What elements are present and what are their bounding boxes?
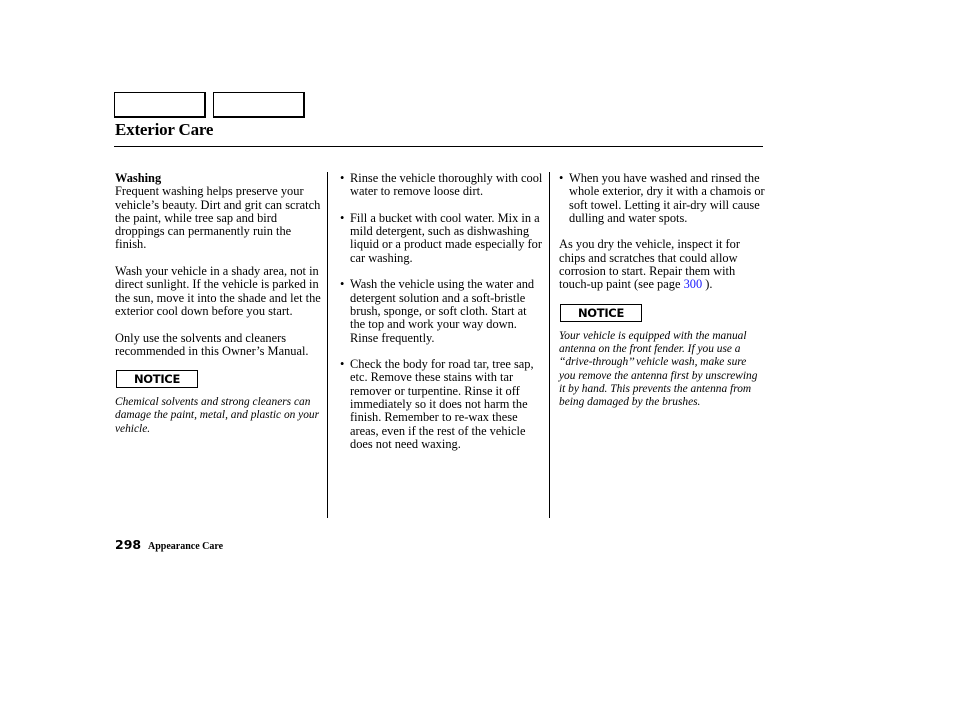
list-item	[340, 212, 544, 265]
paragraph-text: ).	[702, 277, 713, 292]
list-item-text: When you have washed and rinsed the whole exterior, dry it with a chamois or soft towel. Letting it air-dry will cause dulling and water spots.	[569, 171, 765, 225]
list-item	[559, 172, 765, 225]
notice-badge: NOTICE	[560, 304, 642, 322]
title-divider	[114, 146, 763, 147]
bullet-icon: •	[340, 171, 345, 185]
list-item-text: Check the body for road tar, tree sap, etc. Remove these stains with tar remover or turpentine. Rinse it off immediately so it does not harm the finish. Remember to re-wax these areas, even if the rest of the vehicle does not need waxing.	[350, 357, 534, 451]
paragraph: Frequent washing helps preserve your vehicle’s beauty. Dirt and grit can scratch the paint, while tree sap and bird droppings can permanently ruin the finish.	[115, 184, 321, 252]
column-3	[559, 172, 765, 409]
column-2	[340, 172, 544, 465]
column-divider-1	[327, 172, 328, 518]
column-divider-2	[549, 172, 550, 518]
paragraph: Only use the solvents and cleaners recommended in this Owner’s Manual.	[115, 330, 309, 358]
section-heading-washing: Washing	[115, 171, 162, 185]
list-item	[340, 358, 544, 451]
section-name: Appearance Care	[148, 541, 224, 552]
bullet-icon: •	[559, 171, 564, 185]
page-reference-link[interactable]: 300	[683, 277, 703, 292]
list-item-text: Rinse the vehicle thoroughly with cool water to remove loose dirt.	[350, 171, 543, 199]
notice-badge: NOTICE	[116, 370, 198, 388]
list-item	[340, 172, 544, 199]
bullet-icon: •	[340, 210, 345, 225]
column-1	[115, 172, 323, 436]
page-title: Exterior Care	[115, 120, 214, 139]
nav-button-next[interactable]	[213, 92, 305, 118]
list-item-text: Fill a bucket with cool water. Mix in a mild detergent, such as dishwashing liquid or a product made especially for car washing.	[350, 210, 542, 265]
list-item-text: Wash the vehicle using the water and detergent solution and a soft-bristle brush, sponge, or soft cloth. Start at the top and work your way down. Rinse frequently.	[350, 277, 535, 345]
notice-text: Chemical solvents and strong cleaners can damage the paint, metal, and plastic on your vehicle.	[115, 396, 320, 435]
paragraph-text: As you dry the vehicle, inspect it for chips and scratches that could allow corrosion to start. Repair them with touch-up paint (see page	[559, 237, 740, 292]
notice-text: Your vehicle is equipped with the manual antenna on the front fender. If you use a ‘‘drive-through’’ vehicle wash, make sure you remove the antenna first by unscrewing it by hand. This prevents the antenna from being damaged by the brushes.	[559, 329, 758, 409]
nav-button-previous[interactable]	[114, 92, 206, 118]
bullet-icon: •	[340, 357, 345, 372]
bullet-icon: •	[340, 277, 345, 292]
paragraph: Wash your vehicle in a shady area, not in direct sunlight. If the vehicle is parked in the sun, move it into the shade and let the exterior cool down before you start.	[115, 264, 321, 318]
page-number: 298	[115, 537, 142, 552]
paragraph	[559, 238, 765, 291]
list-item	[340, 278, 544, 344]
